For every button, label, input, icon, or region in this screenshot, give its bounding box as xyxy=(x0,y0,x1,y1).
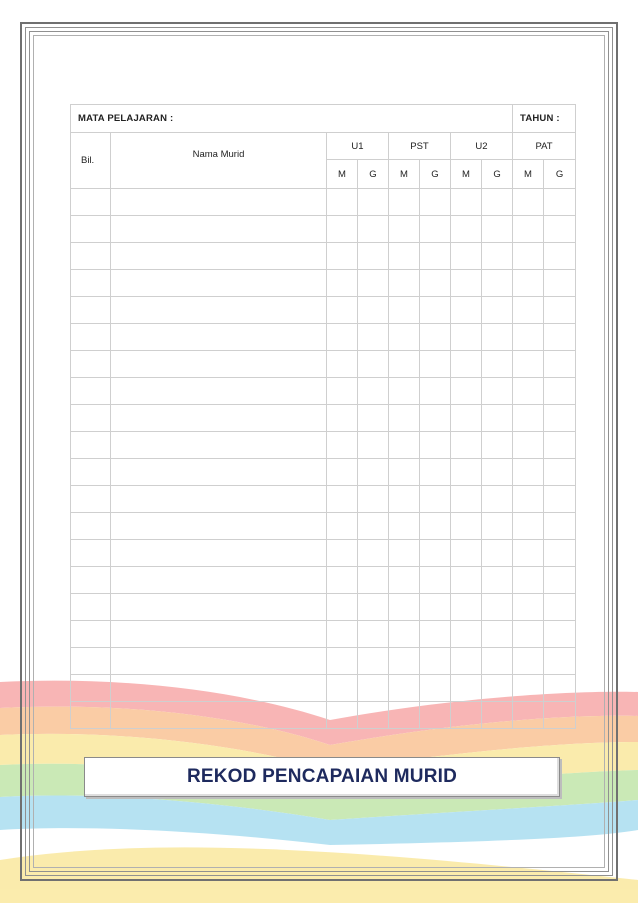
mark-cell[interactable] xyxy=(420,540,451,567)
assessment-header-pat: PAT xyxy=(513,133,576,160)
mark-cell[interactable] xyxy=(482,621,513,648)
bil-cell[interactable] xyxy=(71,567,111,594)
mark-cell[interactable] xyxy=(482,189,513,216)
mark-cell[interactable] xyxy=(389,621,420,648)
mark-cell[interactable] xyxy=(358,540,389,567)
tahun-field[interactable] xyxy=(513,105,576,133)
mark-cell[interactable] xyxy=(544,405,576,432)
table-row xyxy=(71,513,576,540)
mark-cell[interactable] xyxy=(513,513,544,540)
sub-header-g: G xyxy=(358,160,389,189)
mark-cell[interactable] xyxy=(327,459,358,486)
table-row xyxy=(71,189,576,216)
mark-cell[interactable] xyxy=(389,513,420,540)
mark-cell[interactable] xyxy=(482,486,513,513)
mark-cell[interactable] xyxy=(513,702,544,729)
nama-cell[interactable] xyxy=(111,324,327,351)
nama-cell[interactable] xyxy=(111,513,327,540)
table-row xyxy=(71,459,576,486)
mark-cell[interactable] xyxy=(389,567,420,594)
mark-cell[interactable] xyxy=(544,270,576,297)
mark-cell[interactable] xyxy=(358,594,389,621)
mark-cell[interactable] xyxy=(482,405,513,432)
mark-cell[interactable] xyxy=(451,432,482,459)
mark-cell[interactable] xyxy=(389,216,420,243)
mark-cell[interactable] xyxy=(420,378,451,405)
mark-cell[interactable] xyxy=(327,621,358,648)
bil-cell[interactable] xyxy=(71,621,111,648)
nama-cell[interactable] xyxy=(111,270,327,297)
mark-cell[interactable] xyxy=(513,189,544,216)
mark-cell[interactable] xyxy=(451,513,482,540)
mark-cell[interactable] xyxy=(420,324,451,351)
mark-cell[interactable] xyxy=(420,648,451,675)
bil-cell[interactable] xyxy=(71,675,111,702)
mark-cell[interactable] xyxy=(451,459,482,486)
mark-cell[interactable] xyxy=(327,486,358,513)
table-row xyxy=(71,567,576,594)
mark-cell[interactable] xyxy=(482,540,513,567)
mark-cell[interactable] xyxy=(389,459,420,486)
mark-cell[interactable] xyxy=(451,567,482,594)
mark-cell[interactable] xyxy=(513,459,544,486)
bil-cell[interactable] xyxy=(71,378,111,405)
mark-cell[interactable] xyxy=(513,486,544,513)
mark-cell[interactable] xyxy=(513,621,544,648)
mark-cell[interactable] xyxy=(544,540,576,567)
mark-cell[interactable] xyxy=(389,297,420,324)
mark-cell[interactable] xyxy=(389,702,420,729)
bil-cell[interactable] xyxy=(71,648,111,675)
sub-header-m: M xyxy=(451,160,482,189)
mark-cell[interactable] xyxy=(451,486,482,513)
mark-cell[interactable] xyxy=(513,540,544,567)
mark-cell[interactable] xyxy=(358,567,389,594)
table-row xyxy=(71,621,576,648)
mark-cell[interactable] xyxy=(389,675,420,702)
mark-cell[interactable] xyxy=(451,540,482,567)
mark-cell[interactable] xyxy=(451,270,482,297)
mark-cell[interactable] xyxy=(544,216,576,243)
mark-cell[interactable] xyxy=(389,270,420,297)
mark-cell[interactable] xyxy=(544,621,576,648)
mark-cell[interactable] xyxy=(420,270,451,297)
mark-cell[interactable] xyxy=(358,648,389,675)
mark-cell[interactable] xyxy=(451,216,482,243)
nama-cell[interactable] xyxy=(111,243,327,270)
mark-cell[interactable] xyxy=(482,567,513,594)
bil-cell[interactable] xyxy=(71,297,111,324)
mark-cell[interactable] xyxy=(327,567,358,594)
mark-cell[interactable] xyxy=(389,594,420,621)
nama-cell[interactable] xyxy=(111,540,327,567)
mark-cell[interactable] xyxy=(358,405,389,432)
table-row xyxy=(71,243,576,270)
mark-cell[interactable] xyxy=(358,675,389,702)
mark-cell[interactable] xyxy=(513,594,544,621)
mark-cell[interactable] xyxy=(482,270,513,297)
mark-cell[interactable] xyxy=(482,324,513,351)
mark-cell[interactable] xyxy=(358,270,389,297)
header-row-assessments xyxy=(71,133,576,160)
bil-cell[interactable] xyxy=(71,702,111,729)
mark-cell[interactable] xyxy=(327,243,358,270)
subject-row xyxy=(71,105,576,133)
table-row xyxy=(71,405,576,432)
mark-cell[interactable] xyxy=(389,189,420,216)
mark-cell[interactable] xyxy=(358,189,389,216)
nama-cell[interactable] xyxy=(111,675,327,702)
mark-cell[interactable] xyxy=(544,567,576,594)
mark-cell[interactable] xyxy=(420,621,451,648)
mark-cell[interactable] xyxy=(420,675,451,702)
tahun-label: TAHUN : xyxy=(520,113,560,124)
mata-pelajaran-field[interactable] xyxy=(71,105,513,133)
mark-cell[interactable] xyxy=(389,486,420,513)
record-table xyxy=(70,104,576,729)
assessment-header-u1: U1 xyxy=(327,133,389,160)
nama-murid-header: Nama Murid xyxy=(111,133,327,189)
mark-cell[interactable] xyxy=(358,297,389,324)
nama-cell[interactable] xyxy=(111,216,327,243)
mark-cell[interactable] xyxy=(420,351,451,378)
mark-cell[interactable] xyxy=(482,513,513,540)
mark-cell[interactable] xyxy=(482,432,513,459)
mark-cell[interactable] xyxy=(482,351,513,378)
mark-cell[interactable] xyxy=(420,459,451,486)
mark-cell[interactable] xyxy=(327,594,358,621)
mark-cell[interactable] xyxy=(358,513,389,540)
bil-cell[interactable] xyxy=(71,540,111,567)
mark-cell[interactable] xyxy=(327,270,358,297)
mark-cell[interactable] xyxy=(420,594,451,621)
bil-cell[interactable] xyxy=(71,459,111,486)
nama-cell[interactable] xyxy=(111,405,327,432)
mark-cell[interactable] xyxy=(327,648,358,675)
mark-cell[interactable] xyxy=(513,297,544,324)
mark-cell[interactable] xyxy=(544,297,576,324)
nama-cell[interactable] xyxy=(111,189,327,216)
mark-cell[interactable] xyxy=(482,216,513,243)
bil-cell[interactable] xyxy=(71,432,111,459)
mark-cell[interactable] xyxy=(513,270,544,297)
mark-cell[interactable] xyxy=(358,459,389,486)
mark-cell[interactable] xyxy=(420,513,451,540)
mark-cell[interactable] xyxy=(420,432,451,459)
mark-cell[interactable] xyxy=(544,378,576,405)
bil-cell[interactable] xyxy=(71,351,111,378)
mark-cell[interactable] xyxy=(389,405,420,432)
mark-cell[interactable] xyxy=(513,216,544,243)
mark-cell[interactable] xyxy=(420,486,451,513)
mark-cell[interactable] xyxy=(451,324,482,351)
mark-cell[interactable] xyxy=(327,189,358,216)
mark-cell[interactable] xyxy=(327,513,358,540)
nama-cell[interactable] xyxy=(111,351,327,378)
mark-cell[interactable] xyxy=(544,648,576,675)
mark-cell[interactable] xyxy=(544,432,576,459)
mark-cell[interactable] xyxy=(389,378,420,405)
bil-cell[interactable] xyxy=(71,189,111,216)
mark-cell[interactable] xyxy=(513,324,544,351)
mark-cell[interactable] xyxy=(451,648,482,675)
bil-cell[interactable] xyxy=(71,513,111,540)
mark-cell[interactable] xyxy=(544,324,576,351)
mark-cell[interactable] xyxy=(358,621,389,648)
mark-cell[interactable] xyxy=(451,378,482,405)
mark-cell[interactable] xyxy=(482,459,513,486)
mark-cell[interactable] xyxy=(358,243,389,270)
mark-cell[interactable] xyxy=(482,648,513,675)
page-title: REKOD PENCAPAIAN MURID xyxy=(186,766,458,787)
table-row xyxy=(71,675,576,702)
mark-cell[interactable] xyxy=(389,648,420,675)
mark-cell[interactable] xyxy=(451,351,482,378)
mark-cell[interactable] xyxy=(327,540,358,567)
bil-cell[interactable] xyxy=(71,243,111,270)
sub-header-m: M xyxy=(327,160,358,189)
table-row xyxy=(71,297,576,324)
mark-cell[interactable] xyxy=(513,243,544,270)
nama-cell[interactable] xyxy=(111,648,327,675)
mark-cell[interactable] xyxy=(389,351,420,378)
mark-cell[interactable] xyxy=(544,702,576,729)
mark-cell[interactable] xyxy=(451,405,482,432)
mark-cell[interactable] xyxy=(327,702,358,729)
mark-cell[interactable] xyxy=(358,702,389,729)
assessment-header-pst: PST xyxy=(389,133,451,160)
nama-cell[interactable] xyxy=(111,567,327,594)
mark-cell[interactable] xyxy=(420,567,451,594)
mark-cell[interactable] xyxy=(544,675,576,702)
mark-cell[interactable] xyxy=(420,405,451,432)
nama-cell[interactable] xyxy=(111,621,327,648)
mark-cell[interactable] xyxy=(482,594,513,621)
sub-header-m: M xyxy=(513,160,544,189)
mark-cell[interactable] xyxy=(389,540,420,567)
mark-cell[interactable] xyxy=(513,675,544,702)
bil-cell[interactable] xyxy=(71,405,111,432)
mark-cell[interactable] xyxy=(513,648,544,675)
nama-cell[interactable] xyxy=(111,486,327,513)
mark-cell[interactable] xyxy=(327,324,358,351)
sub-header-m: M xyxy=(389,160,420,189)
mark-cell[interactable] xyxy=(451,702,482,729)
nama-cell[interactable] xyxy=(111,702,327,729)
mata-pelajaran-label: MATA PELAJARAN : xyxy=(78,113,174,124)
mark-cell[interactable] xyxy=(513,432,544,459)
mark-cell[interactable] xyxy=(544,351,576,378)
mark-cell[interactable] xyxy=(358,486,389,513)
mark-cell[interactable] xyxy=(389,243,420,270)
mark-cell[interactable] xyxy=(482,243,513,270)
bil-header: Bil. xyxy=(71,133,111,189)
mark-cell[interactable] xyxy=(358,324,389,351)
mark-cell[interactable] xyxy=(544,243,576,270)
mark-cell[interactable] xyxy=(420,216,451,243)
table-row xyxy=(71,270,576,297)
mark-cell[interactable] xyxy=(327,378,358,405)
mark-cell[interactable] xyxy=(358,432,389,459)
mark-cell[interactable] xyxy=(451,621,482,648)
title-banner xyxy=(84,757,560,797)
mark-cell[interactable] xyxy=(482,702,513,729)
mark-cell[interactable] xyxy=(544,486,576,513)
table-row xyxy=(71,216,576,243)
mark-cell[interactable] xyxy=(327,675,358,702)
mark-cell[interactable] xyxy=(327,405,358,432)
mark-cell[interactable] xyxy=(451,243,482,270)
bil-cell[interactable] xyxy=(71,324,111,351)
mark-cell[interactable] xyxy=(420,243,451,270)
mark-cell[interactable] xyxy=(482,378,513,405)
mark-cell[interactable] xyxy=(544,459,576,486)
nama-cell[interactable] xyxy=(111,459,327,486)
bil-cell[interactable] xyxy=(71,594,111,621)
mark-cell[interactable] xyxy=(451,675,482,702)
mark-cell[interactable] xyxy=(327,297,358,324)
mark-cell[interactable] xyxy=(420,297,451,324)
mark-cell[interactable] xyxy=(358,351,389,378)
mark-cell[interactable] xyxy=(513,405,544,432)
table-row xyxy=(71,702,576,729)
table-row xyxy=(71,378,576,405)
mark-cell[interactable] xyxy=(544,513,576,540)
mark-cell[interactable] xyxy=(358,216,389,243)
mark-cell[interactable] xyxy=(420,702,451,729)
bil-cell[interactable] xyxy=(71,486,111,513)
mark-cell[interactable] xyxy=(482,297,513,324)
mark-cell[interactable] xyxy=(513,378,544,405)
nama-cell[interactable] xyxy=(111,594,327,621)
sub-header-g: G xyxy=(544,160,576,189)
mark-cell[interactable] xyxy=(389,432,420,459)
table-row xyxy=(71,594,576,621)
bil-cell[interactable] xyxy=(71,216,111,243)
mark-cell[interactable] xyxy=(327,432,358,459)
mark-cell[interactable] xyxy=(451,189,482,216)
mark-cell[interactable] xyxy=(327,351,358,378)
table-row xyxy=(71,486,576,513)
nama-cell[interactable] xyxy=(111,297,327,324)
mark-cell[interactable] xyxy=(358,378,389,405)
nama-cell[interactable] xyxy=(111,378,327,405)
mark-cell[interactable] xyxy=(327,216,358,243)
bil-cell[interactable] xyxy=(71,270,111,297)
mark-cell[interactable] xyxy=(482,675,513,702)
table-row xyxy=(71,432,576,459)
mark-cell[interactable] xyxy=(451,594,482,621)
mark-cell[interactable] xyxy=(389,324,420,351)
mark-cell[interactable] xyxy=(513,567,544,594)
table-row xyxy=(71,648,576,675)
sub-header-g: G xyxy=(420,160,451,189)
mark-cell[interactable] xyxy=(544,189,576,216)
mark-cell[interactable] xyxy=(544,594,576,621)
table-row xyxy=(71,351,576,378)
mark-cell[interactable] xyxy=(451,297,482,324)
nama-cell[interactable] xyxy=(111,432,327,459)
table-row xyxy=(71,324,576,351)
sub-header-g: G xyxy=(482,160,513,189)
table-row xyxy=(71,540,576,567)
assessment-header-u2: U2 xyxy=(451,133,513,160)
mark-cell[interactable] xyxy=(513,351,544,378)
mark-cell[interactable] xyxy=(420,189,451,216)
